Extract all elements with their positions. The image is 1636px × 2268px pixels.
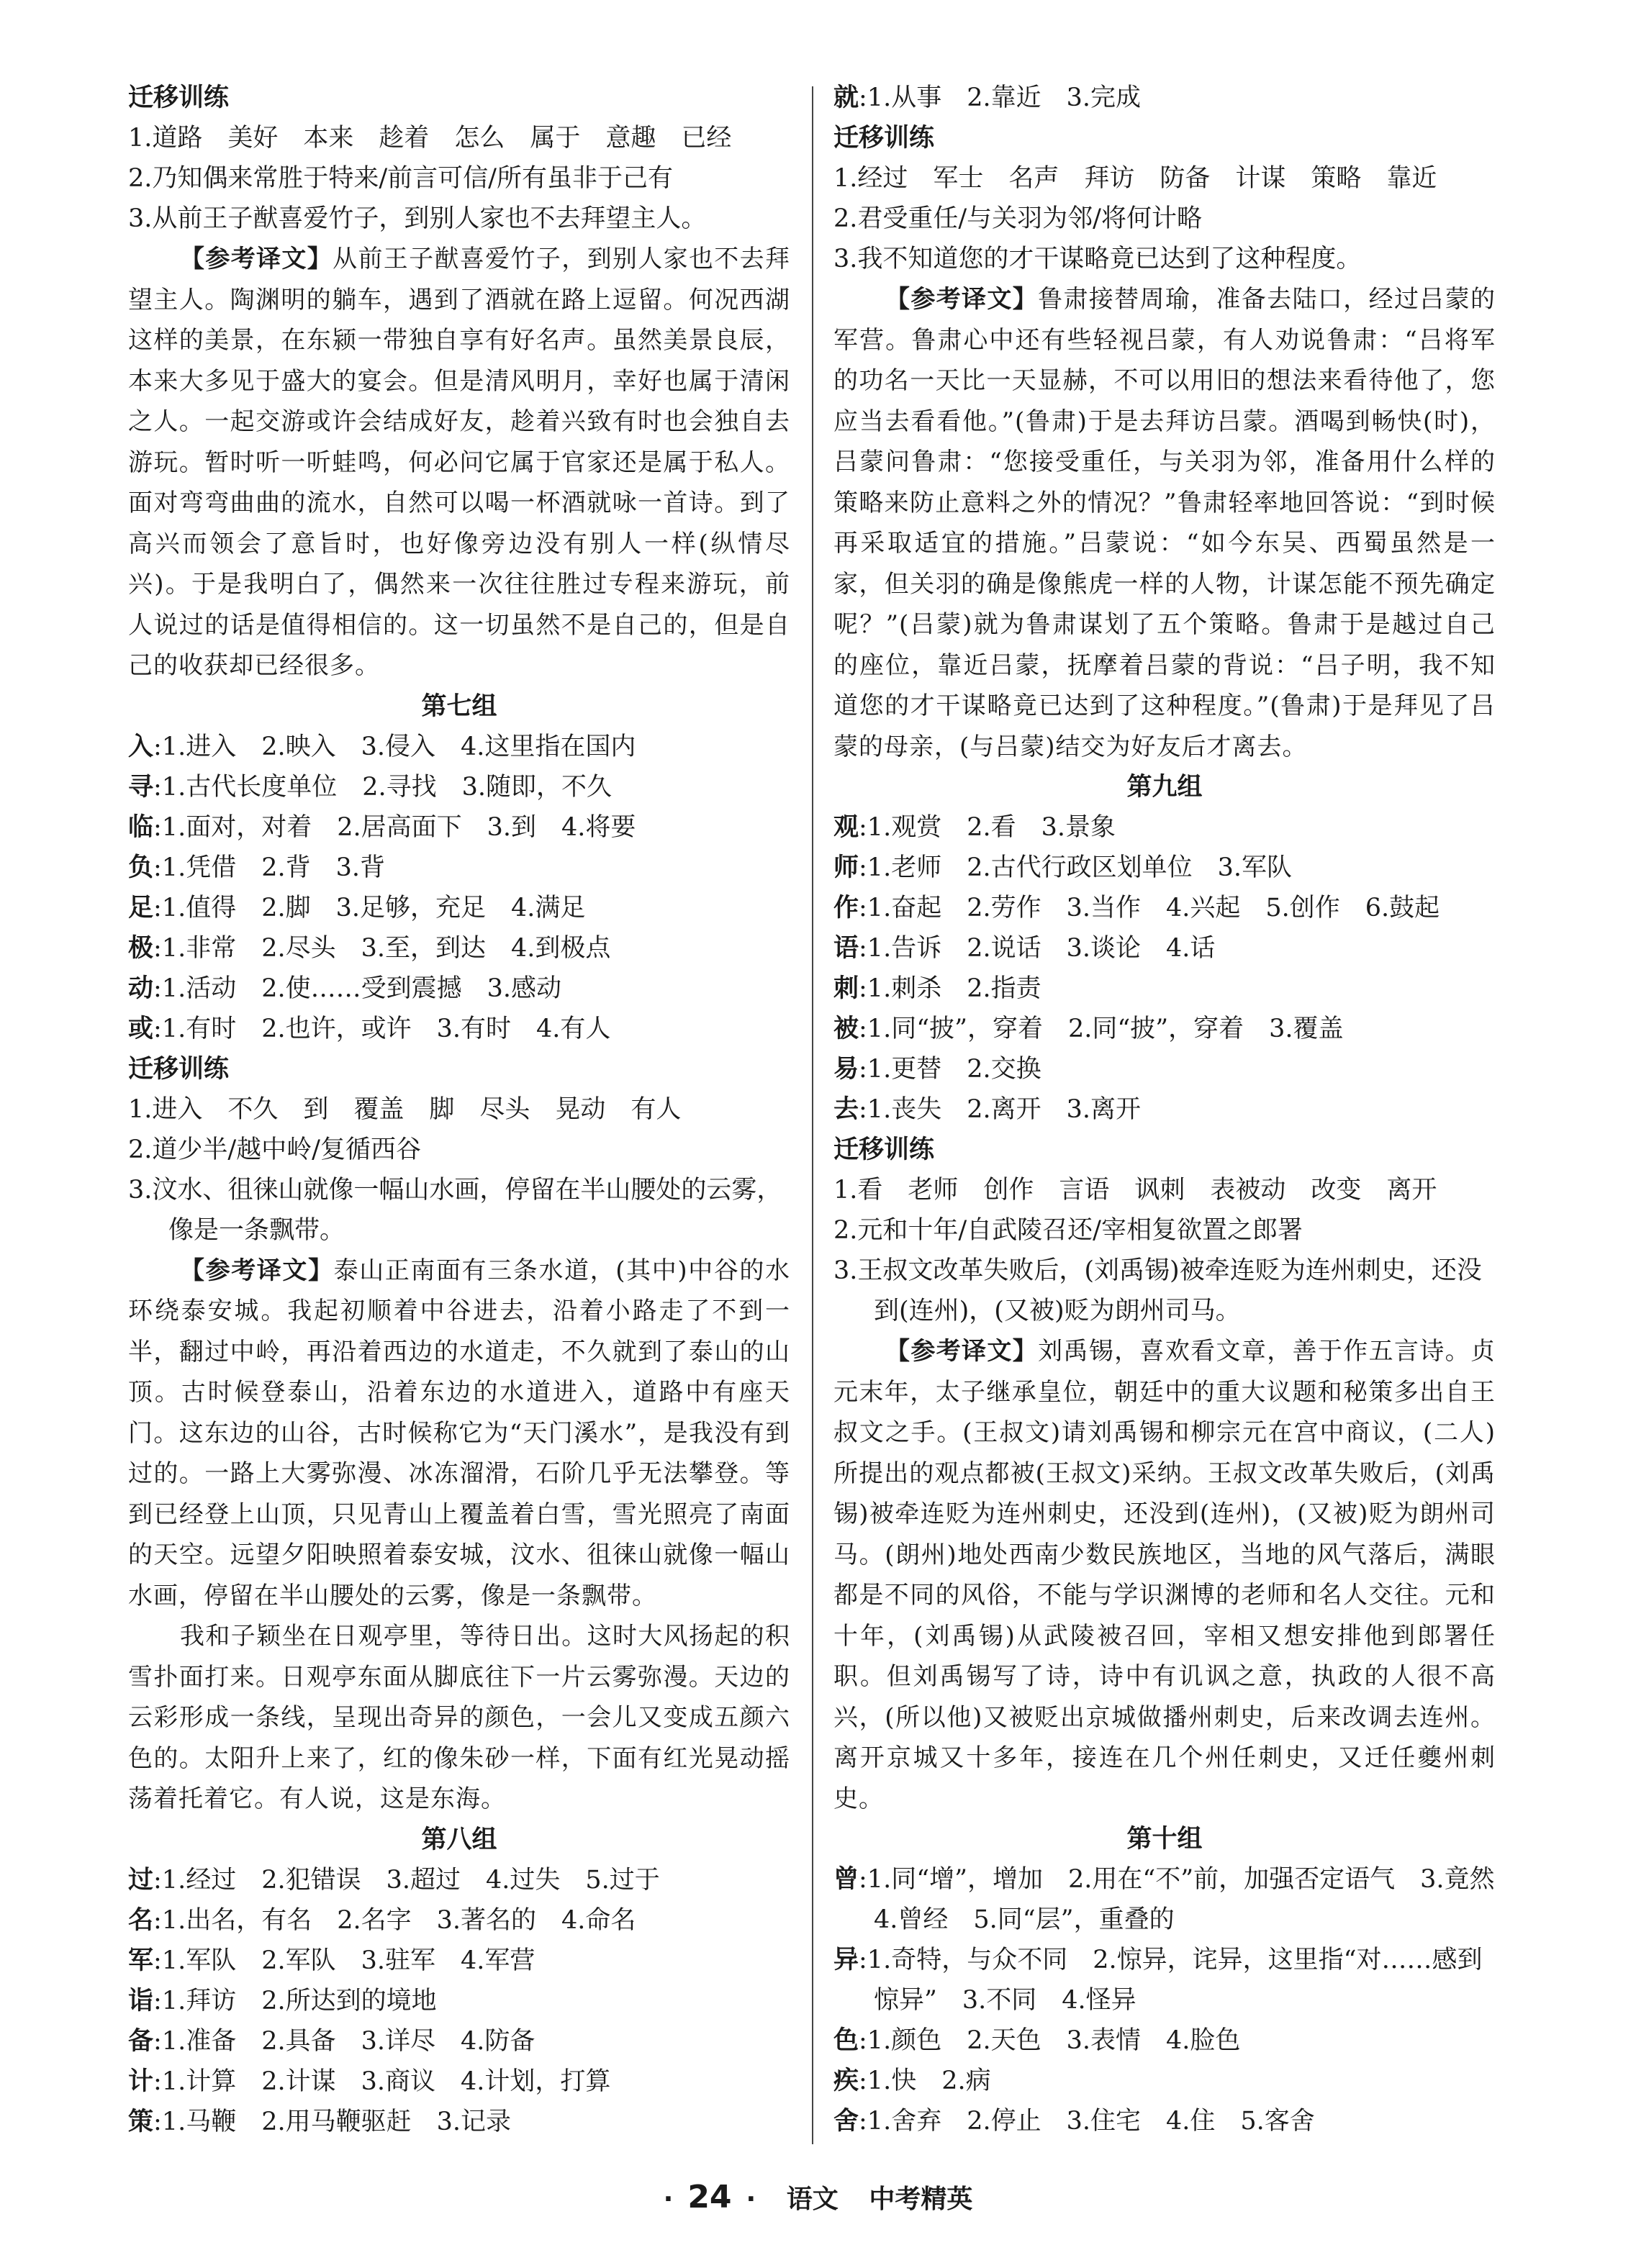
- definition-entry: [128, 2061, 790, 2102]
- definition-list: [128, 727, 790, 1049]
- definition-entry: [833, 969, 1496, 1009]
- definition-entry: [128, 807, 790, 848]
- entry-keyword: 备: [128, 2026, 154, 2056]
- entry-meanings: :1.进入 2.映入 3.侵入 4.这里指在国内: [153, 732, 636, 761]
- definition-entry: [833, 1049, 1496, 1089]
- section-heading: 迁移训练: [128, 83, 230, 112]
- entry-meanings: :1.告诉 2.说话 3.谈论 4.话: [859, 934, 1216, 963]
- reference-translation: [128, 1251, 790, 1617]
- footer-subject: 语文: [786, 2185, 839, 2214]
- translation-tag: 【参考译文】: [180, 245, 333, 273]
- entry-meanings: :1.拜访 2.所达到的境地: [153, 1986, 437, 2015]
- entry-meanings: :1.舍弃 2.停止 3.住宅 4.住 5.客舍: [859, 2107, 1315, 2136]
- definition-list: [833, 1859, 1496, 2141]
- entry-keyword: 曾: [833, 1865, 859, 1894]
- entry-meanings: :1.马鞭 2.用马鞭驱赶 3.记录: [153, 2107, 511, 2136]
- entry-meanings: :1.奋起 2.劳作 3.当作 4.兴起 5.创作 6.鼓起: [859, 894, 1440, 922]
- definition-entry: [128, 928, 790, 969]
- footer-series: 中考精英: [869, 2185, 973, 2214]
- exercise-item: 2.君受重任/与关羽为邻/将何计略: [833, 204, 1202, 233]
- entry-keyword: 策: [128, 2107, 154, 2136]
- definition-entry: [833, 1900, 1496, 1940]
- exercise-item: 3.我不知道您的才干谋略竟已达到了这种程度。: [833, 245, 1362, 273]
- group-title: 第八组: [421, 1825, 497, 1854]
- definition-entry: [833, 1980, 1496, 2020]
- exercise-item: 2.元和十年/自武陵召还/宰相复欲置之郎署: [833, 1216, 1303, 1245]
- reference-translation: [833, 1331, 1496, 1819]
- exercise-item: 3.汶水、徂徕山就像一幅山水画，停留在半山腰处的云雾，: [128, 1175, 782, 1205]
- footer-dot: ·: [663, 2185, 674, 2214]
- definition-entry: [128, 1900, 790, 1941]
- page-number: 24: [687, 2179, 732, 2215]
- entry-meanings: :1.同“增”，增加 2.用在“不”前，加强否定语气 3.竟然: [859, 1865, 1495, 1894]
- exercise-list: [833, 1170, 1496, 1331]
- translation-text: 从前王子猷喜爱竹子，到别人家也不去拜望主人。陶渊明的躺车，遇到了酒就在路上逗留。何况西湖这样的美景，在东颍一带独自享有好名声。虽然美景良辰，本来大多见于盛大的宴会。但是清风明月，幸好也属于清闲之人。一起交游或许会结成好友，趁着兴致有时也会独自去游玩。暂时听一听蛙鸣，何必问它属于官家还是属于私人。面对弯弯曲曲的流水，自然可以喝一杯酒就咏一首诗。到了高兴而领会了意旨时，也好像旁边没有别人一样(纵情尽兴)。于是我明白了，偶然来一次往往胜过专程来游玩，前人说过的话是值得相信的。这一切虽然不是自己的，但是自己的收获却已经很多。: [128, 245, 791, 680]
- exercise-list: [128, 118, 790, 239]
- footer-dot: ·: [746, 2185, 756, 2214]
- entry-meanings: :1.颜色 2.天色 3.表情 4.脸色: [859, 2026, 1241, 2055]
- exercise-list: [128, 1089, 790, 1251]
- definition-entry: [833, 888, 1496, 928]
- definition-entry: [128, 848, 790, 888]
- definition-entry: [833, 1859, 1496, 1900]
- definition-entry: [128, 2021, 790, 2061]
- definition-entry: [128, 969, 790, 1009]
- entry-keyword: 语: [833, 934, 859, 963]
- definition-entry: [833, 1009, 1496, 1049]
- entry-keyword: 色: [833, 2026, 859, 2055]
- definition-entry: [833, 2101, 1496, 2141]
- entry-meanings: :1.丧失 2.离开 3.离开: [859, 1095, 1141, 1124]
- entry-keyword: 寻: [128, 772, 154, 802]
- entry-keyword: 刺: [833, 974, 859, 1003]
- entry-keyword: 或: [128, 1014, 154, 1043]
- entry-meanings: :1.从事 2.靠近 3.完成: [859, 83, 1141, 112]
- translation-tag: 【参考译文】: [885, 1337, 1039, 1366]
- entry-meanings: :1.非常 2.尽头 3.至，到达 4.到极点: [153, 933, 611, 963]
- entry-keyword: 足: [128, 893, 154, 922]
- entry-keyword: 过: [128, 1865, 154, 1895]
- entry-keyword: 动: [128, 974, 154, 1003]
- reference-translation: [833, 279, 1496, 767]
- entry-meanings: :1.活动 2.使……受到震撼 3.感动: [153, 974, 561, 1003]
- entry-meanings: :1.快 2.病: [859, 2067, 991, 2095]
- definition-list: [833, 807, 1496, 1130]
- section-heading: 迁移训练: [833, 1135, 935, 1164]
- group-title: 第十组: [1126, 1825, 1203, 1854]
- exercise-list: [833, 158, 1496, 279]
- entry-meanings: :1.奇特，与众不同 2.惊异，诧异，这里指“对……感到: [859, 1946, 1483, 1974]
- entry-keyword: 舍: [833, 2107, 859, 2136]
- definition-entry: [128, 888, 790, 928]
- translation-tag: 【参考译文】: [180, 1256, 334, 1285]
- definition-entry: [833, 78, 1496, 118]
- definition-entry: [833, 928, 1496, 969]
- exercise-item: 1.看 老师 创作 言语 讽刺 表被动 改变 离开: [833, 1176, 1437, 1205]
- definition-entry: [128, 1860, 790, 1900]
- translation-text: 刘禹锡，喜欢看文章，善于作五言诗。贞元末年，太子继承皇位，朝廷中的重大议题和秘策多出自王叔文之手。(王叔文)请刘禹锡和柳宗元在宫中商议，(二人)所提出的观点都被(王叔文)采纳。王叔文改革失败后，(刘禹锡)被牵连贬为连州刺史，还没到(连州)，(又被)贬为朗州司马。(朗州)地处西南少数民族地区，当地的风气落后，满眼都是不同的风俗，不能与学识渊博的老师和名人交往。元和十年，(刘禹锡)从武陵被召回，宰相又想安排他到郎署任职。但刘禹锡写了诗，诗中有讥讽之意，执政的人很不高兴，(所以他)又被贬出京城做播州刺史，后来改调去连州。离开京城又十多年，接连在几个州任刺史，又迁任夔州刺史。: [833, 1337, 1496, 1813]
- page-footer: [0, 2179, 1636, 2215]
- exercise-item: 3.王叔文改革失败后，(刘禹锡)被牵连贬为连州刺史，还没: [833, 1256, 1482, 1285]
- entry-keyword: 负: [128, 853, 154, 882]
- exercise-item: 1.进入 不久 到 覆盖 脚 尽头 晃动 有人: [128, 1094, 682, 1124]
- definition-entry: [833, 848, 1496, 888]
- section-heading: 迁移训练: [128, 1054, 230, 1084]
- entry-keyword: 作: [833, 894, 859, 922]
- entry-keyword: 去: [833, 1095, 859, 1124]
- translation-text: 泰山正南面有三条水道，(其中)中谷的水环绕泰安城。我起初顺着中谷进去，沿着小路走了不到一半，翻过中岭，再沿着西边的水道走，不久就到了泰山的山顶。古时候登泰山，沿着东边的水道进入，道路中有座天门。这东边的山谷，古时候称它为“天门溪水”，是我没有到过的。一路上大雾弥漫、冰冻溜滑，石阶几乎无法攀登。等到已经登上山顶，只见青山上覆盖着白雪，雪光照亮了南面的天空。远望夕阳映照着泰安城，汶水、徂徕山就像一幅山水画，停留在半山腰处的云雾，像是一条飘带。: [128, 1256, 791, 1610]
- entry-meanings: :1.有时 2.也许，或许 3.有时 4.有人: [153, 1014, 611, 1043]
- group-title: 第九组: [1126, 773, 1203, 802]
- section-heading: 迁移训练: [833, 124, 935, 153]
- entry-meanings: 惊异” 3.不同 4.怪异: [874, 1986, 1136, 2015]
- exercise-item: 2.道少半/越中岭/复循西谷: [128, 1135, 421, 1164]
- entry-keyword: 计: [128, 2067, 154, 2096]
- entry-keyword: 疾: [833, 2067, 859, 2095]
- definition-entry: [833, 807, 1496, 848]
- entry-meanings: :1.出名，有名 2.名字 3.著名的 4.命名: [153, 1905, 636, 1935]
- entry-meanings: :1.值得 2.脚 3.足够，充足 4.满足: [153, 893, 586, 922]
- entry-keyword: 易: [833, 1055, 859, 1084]
- exercise-item: 2.乃知偶来常胜于特来/前言可信/所有虽非于己有: [128, 164, 673, 193]
- entry-meanings: :1.更替 2.交换: [859, 1055, 1041, 1084]
- definition-entry: [128, 1009, 790, 1049]
- translation-text: 鲁肃接替周瑜，准备去陆口，经过吕蒙的军营。鲁肃心中还有些轻视吕蒙，有人劝说鲁肃：“吕将军的功名一天比一天显赫，不可以用旧的想法来看待他了，您应当去看看他。”(鲁肃)于是去拜访吕蒙。酒喝到畅快(时)，吕蒙问鲁肃：“您接受重任，与关羽为邻，准备用什么样的策略来防止意料之外的情况？”鲁肃轻率地回答说：“到时候再采取适宜的措施。”吕蒙说：“如今东吴、西蜀虽然是一家，但关羽的确是像熊虎一样的人物，计谋怎能不预先确定呢？”(吕蒙)就为鲁肃谋划了五个策略。鲁肃于是越过自己的座位，靠近吕蒙，抚摩着吕蒙的背说：“吕子明，我不知道您的才干谋略竟已达到了这种程度。”(鲁肃)于是拜见了吕蒙的母亲，(与吕蒙)结交为好友后才离去。: [833, 285, 1496, 761]
- entry-meanings: :1.老师 2.古代行政区划单位 3.军队: [859, 853, 1292, 882]
- right-column: [833, 78, 1496, 2141]
- definition-entry: [833, 1940, 1496, 1980]
- entry-keyword: 军: [128, 1946, 154, 1975]
- entry-meanings: :1.计算 2.计谋 3.商议 4.计划，打算: [153, 2067, 611, 2096]
- entry-keyword: 诣: [128, 1986, 154, 2015]
- group-title: 第七组: [421, 691, 497, 721]
- entry-meanings: :1.古代长度单位 2.寻找 3.随即，不久: [153, 772, 612, 802]
- entry-meanings: :1.同“披”，穿着 2.同“披”，穿着 3.覆盖: [859, 1015, 1344, 1043]
- definition-entry: [128, 1981, 790, 2021]
- reference-translation: [128, 239, 790, 686]
- definition-entry: [128, 2102, 790, 2142]
- entry-keyword: 名: [128, 1905, 154, 1935]
- definition-entry: [833, 2020, 1496, 2061]
- entry-keyword: 极: [128, 933, 154, 963]
- definition-entry: [833, 1089, 1496, 1130]
- definition-entry: [128, 767, 790, 807]
- entry-keyword: 入: [128, 732, 154, 761]
- entry-keyword: 异: [833, 1946, 859, 1974]
- definition-list: [128, 1860, 790, 2142]
- definition-entry: [128, 1941, 790, 1981]
- entry-meanings: :1.经过 2.犯错误 3.超过 4.过失 5.过于: [153, 1865, 660, 1895]
- entry-meanings: 4.曾经 5.同“层”，重叠的: [874, 1905, 1175, 1934]
- entry-meanings: :1.观赏 2.看 3.景象: [859, 813, 1116, 842]
- exercise-item: 像是一条飘带。: [168, 1215, 345, 1245]
- entry-meanings: :1.准备 2.具备 3.详尽 4.防备: [153, 2026, 535, 2056]
- entry-keyword: 观: [833, 813, 859, 842]
- exercise-item: 3.从前王子猷喜爱竹子，到别人家也不去拜望主人。: [128, 204, 707, 233]
- definition-entry: [833, 2061, 1496, 2101]
- exercise-item: 1.道路 美好 本来 趁着 怎么 属于 意趣 已经: [128, 124, 732, 153]
- column-divider: [812, 86, 813, 2144]
- entry-meanings: :1.刺杀 2.指责: [859, 974, 1041, 1003]
- translation-paragraph: 我和子颖坐在日观亭里，等待日出。这时大风扬起的积雪扑面打来。日观亭东面从脚底往下一片云雾弥漫。天边的云彩形成一条线，呈现出奇异的颜色，一会儿又变成五颜六色的。太阳升上来了，红的像朱砂一样，下面有红光晃动摇荡着托着它。有人说，这是东海。: [128, 1622, 790, 1813]
- left-column: [128, 78, 790, 2142]
- entry-keyword: 就: [833, 83, 859, 112]
- entry-keyword: 被: [833, 1015, 859, 1043]
- exercise-item: 到(连州)，(又被)贬为朗州司马。: [874, 1297, 1241, 1325]
- entry-keyword: 师: [833, 853, 859, 882]
- definition-entry: [128, 727, 790, 767]
- entry-meanings: :1.军队 2.军队 3.驻军 4.军营: [153, 1946, 535, 1975]
- entry-meanings: :1.面对，对着 2.居高面下 3.到 4.将要: [153, 812, 636, 842]
- entry-meanings: :1.凭借 2.背 3.背: [153, 853, 385, 882]
- exercise-item: 1.经过 军士 名声 拜访 防备 计谋 策略 靠近: [833, 164, 1437, 193]
- translation-tag: 【参考译文】: [885, 285, 1039, 314]
- entry-keyword: 临: [128, 812, 154, 842]
